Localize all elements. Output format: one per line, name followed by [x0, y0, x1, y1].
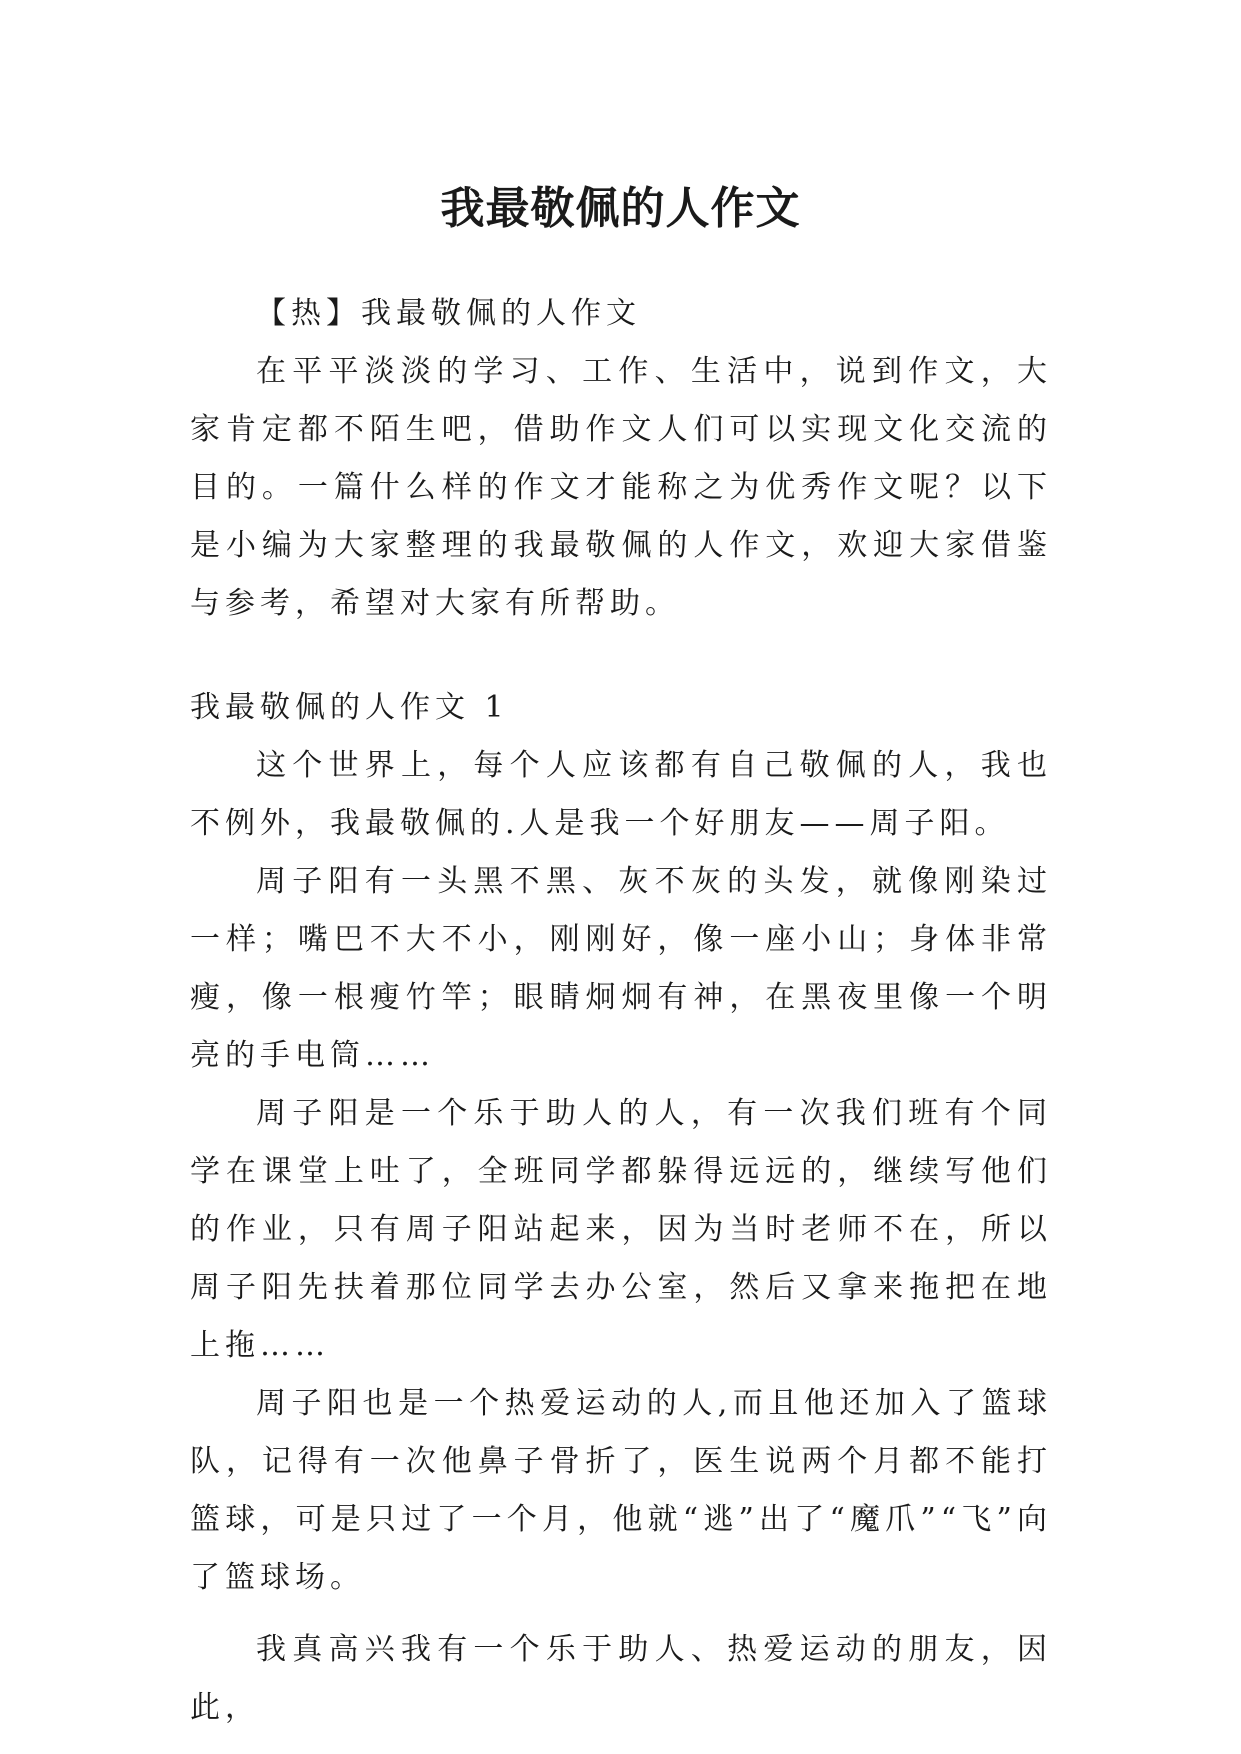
paragraph-3: 周子阳是一个乐于助人的人，有一次我们班有个同学在课堂上吐了，全班同学都躲得远远的，继续写他们的作业，只有周子阳站起来，因为当时老师不在，所以周子阳先扶着那位同学去办公室，然后又拿来拖把在地上拖……	[190, 1096, 1052, 1363]
intro-heading: 【热】我最敬佩的人作文	[256, 296, 641, 331]
document-title: 我最敬佩的人作文	[440, 183, 801, 235]
document-body	[190, 285, 1052, 1737]
intro-paragraph: 在平平淡淡的学习、工作、生活中，说到作文，大家肯定都不陌生吧，借助作文人们可以实现文化交流的目的。一篇什么样的作文才能称之为优秀作文呢？以下是小编为大家整理的我最敬佩的人作文，欢迎大家借鉴与参考，希望对大家有所帮助。	[190, 354, 1052, 621]
section-heading: 我最敬佩的人作文 1	[190, 690, 509, 725]
section-spacer	[190, 633, 1052, 679]
paragraph-4: 周子阳也是一个热爱运动的人,而且他还加入了篮球队，记得有一次他鼻子骨折了，医生说两个月都不能打篮球，可是只过了一个月，他就“逃”出了“魔爪”“飞”向了篮球场。	[190, 1386, 1052, 1595]
paragraph-5: 我真高兴我有一个乐于助人、热爱运动的朋友，因此，	[190, 1632, 1052, 1725]
paragraph-1: 这个世界上，每个人应该都有自己敬佩的人，我也不例外，我最敬佩的.人是我一个好朋友——周子阳。	[190, 748, 1052, 841]
paragraph-2: 周子阳有一头黑不黑、灰不灰的头发，就像刚染过一样；嘴巴不大不小，刚刚好，像一座小山；身体非常瘦，像一根瘦竹竿；眼睛炯炯有神，在黑夜里像一个明亮的手电筒……	[190, 864, 1052, 1073]
